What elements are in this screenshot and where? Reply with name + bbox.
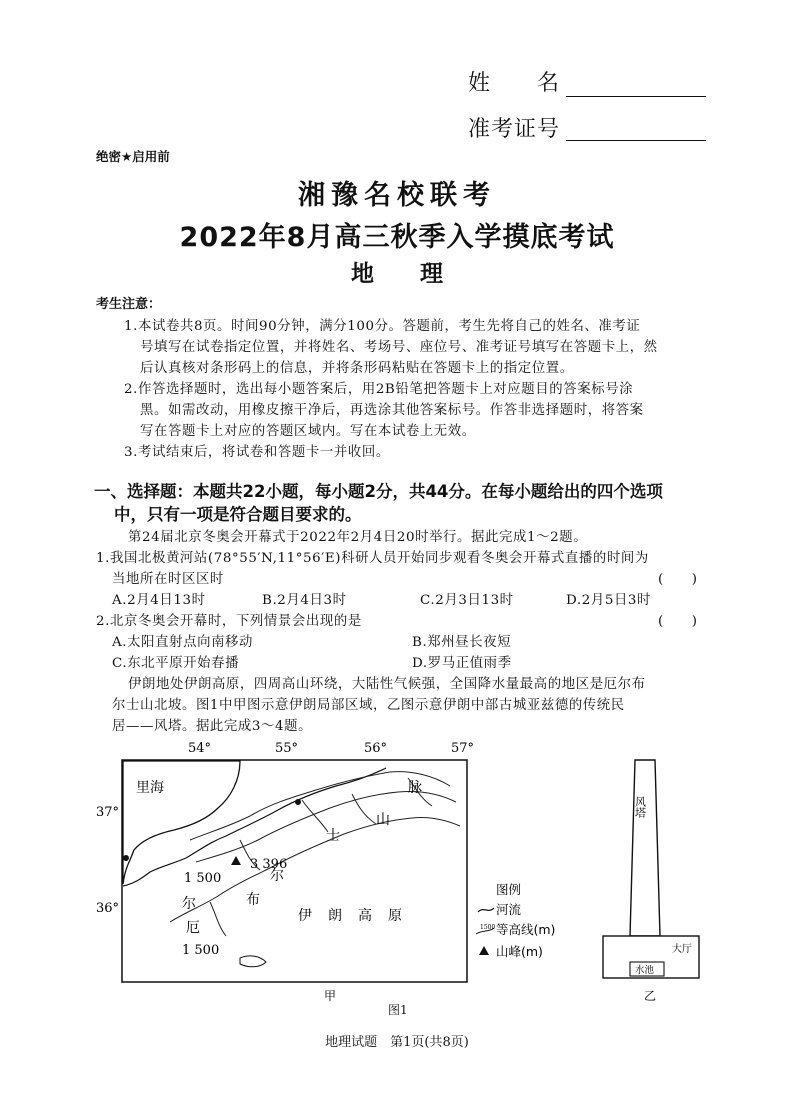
exam-id-field[interactable] [566, 140, 706, 141]
question-intro-cont: 居——风塔。据此完成3～4题。 [112, 719, 313, 734]
lon-label: 55° [275, 741, 299, 756]
lon-label: 56° [364, 741, 388, 756]
tower-caption: 乙 [644, 989, 657, 1003]
exam-title-line1: 湘豫名校联考 [298, 180, 496, 211]
range-char: 尔 [270, 868, 284, 884]
page-footer: 地理试题 第1页(共8页) [325, 1035, 469, 1050]
notes-line: 号填写在试卷指定位置，并将姓名、考场号、座位号、准考证号填写在答题卡上，然 [140, 340, 658, 355]
answer-paren[interactable]: ( ) [658, 572, 698, 587]
contour-label: 1 500 [182, 943, 220, 958]
section-heading-cont: 中，只有一项是符合题目要求的。 [114, 505, 362, 524]
range-char: 山 [376, 812, 390, 828]
legend-peak: 山峰(m) [496, 944, 543, 959]
notes-line: 3.考试结束后，将试卷和答题卡一并收回。 [124, 445, 390, 460]
range-char: 脉 [408, 780, 422, 796]
tower-label: 风塔 [633, 796, 647, 818]
option-d[interactable]: D.罗马正值雨季 [412, 656, 512, 671]
legend-contour-sample: 1500 [480, 924, 496, 931]
lat-label: 37° [96, 805, 120, 820]
lake [240, 956, 266, 967]
contour-label: 1 500 [184, 871, 222, 886]
question-intro: 伊朗地处伊朗高原，四周高山环绕，大陆性气候强，全国降水量最高的地区是厄尔布 [128, 677, 646, 692]
name-field[interactable] [566, 96, 706, 97]
question-1-stem: 1.我国北极黄河站(78°55′N,11°56′E)科研人员开始同步观看冬奥会开幕式直播的时间为 [96, 551, 649, 566]
question-1-stem-cont: 当地所在时区区时 [112, 572, 224, 587]
wind-tower-diagram [598, 756, 708, 1006]
peak-label: 3 396 [250, 857, 288, 872]
notes-heading: 考生注意： [96, 297, 162, 312]
contour-line [170, 817, 460, 922]
option-a[interactable]: A.太阳直射点向南移动 [112, 635, 254, 650]
range-char: 士 [326, 828, 340, 844]
notes-line: 1.本试卷共8页。时间90分钟，满分100分。答题前，考生先将自己的姓名、准考证 [124, 319, 641, 334]
river-icon [478, 908, 494, 912]
range-char: 厄 [186, 920, 200, 936]
map-jia [90, 736, 610, 1006]
legend-river: 河流 [496, 902, 522, 917]
answer-paren[interactable]: ( ) [658, 614, 698, 629]
notes-line: 写在答题卡上对应的答题区域内。写在本试卷上无效。 [140, 424, 476, 439]
legend-contour: 等高线(m) [496, 922, 556, 937]
lon-label: 54° [188, 741, 212, 756]
legend-title: 图例 [496, 882, 522, 897]
contour-line [196, 791, 456, 862]
city-dot [295, 799, 301, 805]
pool-label: 水池 [635, 965, 655, 976]
peak-icon [231, 856, 241, 865]
question-2-stem: 2.北京冬奥会开幕时，下列情景会出现的是 [96, 614, 362, 629]
option-c[interactable]: C.2月3日13时 [420, 593, 514, 608]
tower-shaft [630, 760, 660, 936]
option-b[interactable]: B.郑州昼长夜短 [412, 635, 512, 650]
city-dot [123, 855, 129, 861]
range-char: 布 [246, 892, 260, 908]
exam-title-line2: 2022年8月高三秋季入学摸底考试 [179, 222, 615, 253]
peak-icon [479, 946, 489, 955]
notes-line: 后认真核对条形码上的信息，并将条形码粘贴在答题卡上的指定位置。 [140, 361, 574, 376]
question-intro-cont: 尔士山北坡。图1中甲图示意伊朗局部区域，乙图示意伊朗中部古城亚兹德的传统民 [112, 698, 625, 713]
hall-label: 大厅 [672, 944, 692, 955]
notes-line: 黑。如需改动，用橡皮擦干净后，再选涂其他答案标号。作答非选择题时，将答案 [140, 403, 644, 418]
option-a[interactable]: A.2月4日13时 [112, 593, 206, 608]
sea-label: 里海 [136, 780, 164, 796]
exam-id-label: 准考证号 [468, 117, 561, 142]
range-char: 尔 [182, 896, 196, 912]
secret-mark: 绝密★启用前 [96, 149, 170, 164]
plateau-label: 伊 朗 高 原 [298, 908, 403, 924]
option-d[interactable]: D.2月5日3时 [566, 593, 652, 608]
lat-label: 36° [96, 901, 120, 916]
name-label: 姓 名 [468, 71, 561, 96]
option-b[interactable]: B.2月4日3时 [262, 593, 347, 608]
subject-title: 地 理 [351, 261, 443, 287]
question-intro: 第24届北京冬奥会开幕式于2022年2月4日20时举行。据此完成1～2题。 [128, 530, 588, 545]
lon-label: 57° [451, 741, 475, 756]
notes-line: 2.作答选择题时，选出每小题答案后，用2B铅笔把答题卡上对应题目的答案标号涂 [124, 382, 634, 397]
section-heading: 一、选择题：本题共22小题，每小题2分，共44分。在每小题给出的四个选项 [94, 482, 663, 501]
map-caption: 甲 [324, 989, 337, 1003]
option-c[interactable]: C.东北平原开始春播 [112, 656, 240, 671]
figure-caption: 图1 [388, 1003, 408, 1017]
